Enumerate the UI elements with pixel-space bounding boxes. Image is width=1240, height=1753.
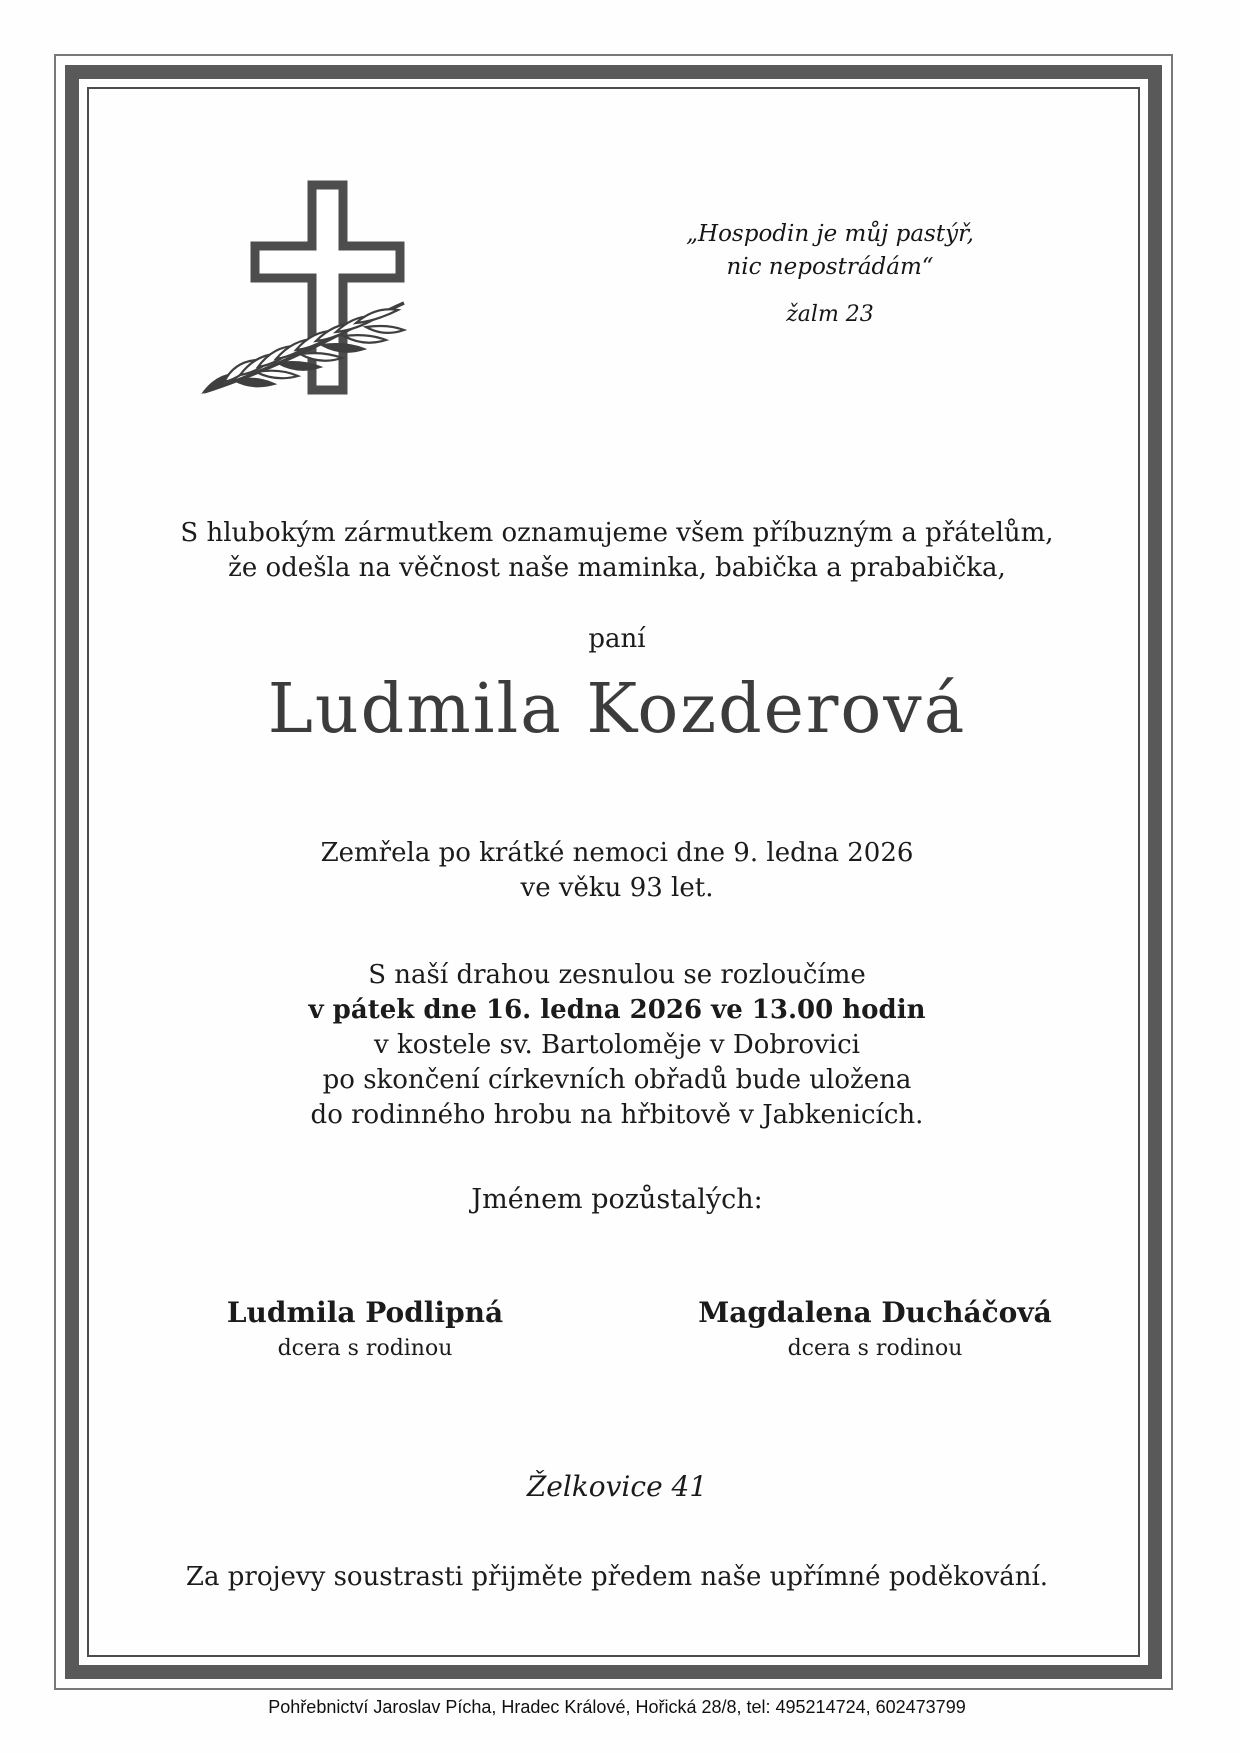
death-info — [96, 836, 1138, 906]
announcement-line-2: že odešla na věčnost naše maminka, babička a prababička, — [228, 553, 1006, 583]
death-info-line-2: ve věku 93 let. — [520, 873, 714, 903]
farewell-line-4: po skončení církevních obřadů bude uložena — [322, 1065, 912, 1095]
psalm-quote — [560, 218, 1100, 331]
mourner-right — [660, 1296, 1090, 1364]
announcement-line-1: S hlubokým zármutkem oznamujeme všem příbuzným a přátelům, — [180, 518, 1054, 548]
cross-with-branch-icon — [190, 146, 412, 404]
funeral-home-footer: Pohřebnictví Jaroslav Pícha, Hradec Králové, Hořická 28/8, tel: 495214724, 602473799 — [268, 1697, 966, 1717]
mourner-name: Magdalena Ducháčová — [698, 1296, 1052, 1329]
farewell-line-1: S naší drahou zesnulou se rozloučíme — [368, 960, 866, 990]
farewell-date-line: v pátek dne 16. ledna 2026 ve 13.00 hodin — [308, 995, 926, 1025]
psalm-attribution: žalm 23 — [786, 302, 874, 327]
psalm-quote-line-1: „Hospodin je můj pastýř, — [686, 221, 974, 247]
deceased-name: Ludmila Kozderová — [267, 670, 967, 749]
farewell-line-5: do rodinného hrobu na hřbitově v Jabkenicích. — [310, 1100, 924, 1130]
mourner-name: Ludmila Podlipná — [226, 1296, 504, 1329]
family-address: Želkovice 41 — [526, 1470, 708, 1503]
farewell-line-3: v kostele sv. Bartoloměje v Dobrovici — [374, 1030, 860, 1060]
mourners-row — [150, 1296, 1090, 1364]
death-info-line-1: Zemřela po krátké nemoci dne 9. ledna 2026 — [320, 838, 914, 868]
mourner-left — [150, 1296, 580, 1364]
condolence-thanks: Za projevy soustrasti přijměte předem naše upřímné poděkování. — [185, 1562, 1049, 1592]
mourner-relation: dcera s rodinou — [787, 1336, 963, 1361]
psalm-quote-line-2: nic nepostrádám“ — [726, 254, 934, 280]
mourners-heading: Jménem pozůstalých: — [471, 1184, 763, 1215]
farewell-paragraph — [96, 958, 1138, 1133]
laurel-branch — [204, 303, 404, 392]
announcement-paragraph — [96, 516, 1138, 586]
salutation: paní — [588, 624, 646, 654]
mourner-relation: dcera s rodinou — [277, 1336, 453, 1361]
